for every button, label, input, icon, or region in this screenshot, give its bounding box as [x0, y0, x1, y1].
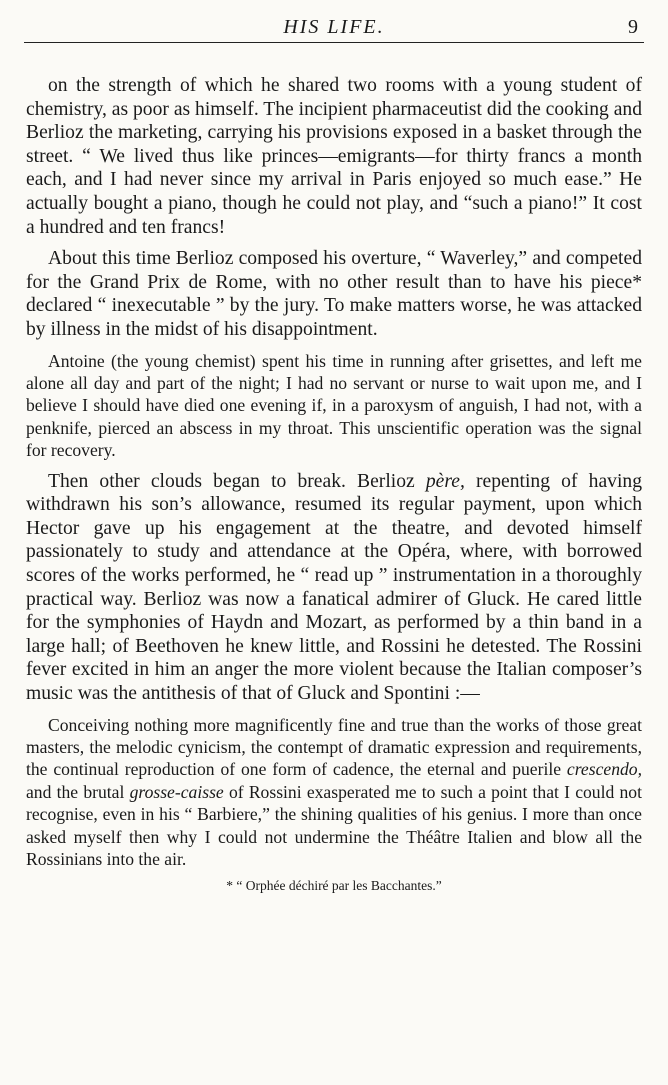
paragraph-continued: on the strength of which he shared two rooms with a young student of chemistry, as poor as himself. The incipient pharmaceutist did the cooking and Berlioz the marketing, carrying his provisions exposed in a basket through the street. “ We lived thus like princes—emigrants—for thirty francs a month each, and I had never since my arrival in Paris enjoyed so much ease.” He actually bought a piano, though he could not play, and “such a piano!” It cost a hundred and ten francs!	[26, 75, 642, 238]
italic-grosse-caisse: grosse-caisse	[129, 781, 224, 802]
quotation-rossini	[26, 714, 642, 871]
quotation-rossini-middle: and the brutal	[26, 781, 130, 802]
running-head	[24, 8, 644, 43]
italic-crescendo: crescendo,	[566, 759, 642, 780]
body-text	[26, 74, 642, 894]
running-title: HIS LIFE.	[283, 16, 385, 38]
quotation-rossini-start: Conceiving nothing more magnificently fine and true than the works of those great masters, the melodic cynicism, the contempt of dramatic expression and requirements, the continual reproduction of one form of cadence, the eternal and puerile	[26, 714, 642, 780]
paragraph-clouds	[26, 470, 642, 706]
paragraph-clouds-start: Then other clouds began to break. Berlioz	[48, 470, 426, 492]
paragraph-waverley: About this time Berlioz composed his overture, “ Waverley,” and competed for the Grand Prix de Rome, with no other result than to have his piece* declared “ inexecutable ” by the jury. To make matters worse, he was attacked by illness in the midst of his disappointment.	[26, 248, 642, 340]
quotation-antoine: Antoine (the young chemist) spent his time in running after grisettes, and left me alone all day and part of the night; I had no servant or nurse to wait upon me, and I believe I should have died one evening if, in a paroxysm of anguish, I had not, with a penknife, pierced an abscess in my throat. This unscientific operation was the signal for recovery.	[26, 350, 642, 461]
footnote: * “ Orphée déchiré par les Bacchantes.”	[226, 878, 442, 894]
page-number: 9	[628, 16, 638, 38]
quotation-rossini-rest: of Rossini exasperated me to such a point that I could not recognise, even in his “ Barbiere,” the shining qualities of his genius. I more than once asked myself then why I could not undermine the Théâtre Italien and blow all the Rossinians into the air.	[26, 781, 642, 869]
paragraph-clouds-rest: repenting of having withdrawn his son’s allowance, resumed its regular payment, upon which Hector gave up his engagement at the theatre, and devoted himself passionately to study and attendance at the Opéra, where, with borrowed scores of the works performed, he “ read up ” instrumentation in a thoroughly practical way. Berlioz was now a fanatical admirer of Gluck. He cared little for the symphonies of Haydn and Mozart, as performed by a thin band in a large hall; of Beethoven he knew little, and Rossini he detested. The Rossini fever excited in him an anger the more violent because the Italian composer’s music was the antithesis of that of Gluck and Spontini :—	[26, 470, 642, 704]
italic-pere: père,	[425, 470, 465, 492]
